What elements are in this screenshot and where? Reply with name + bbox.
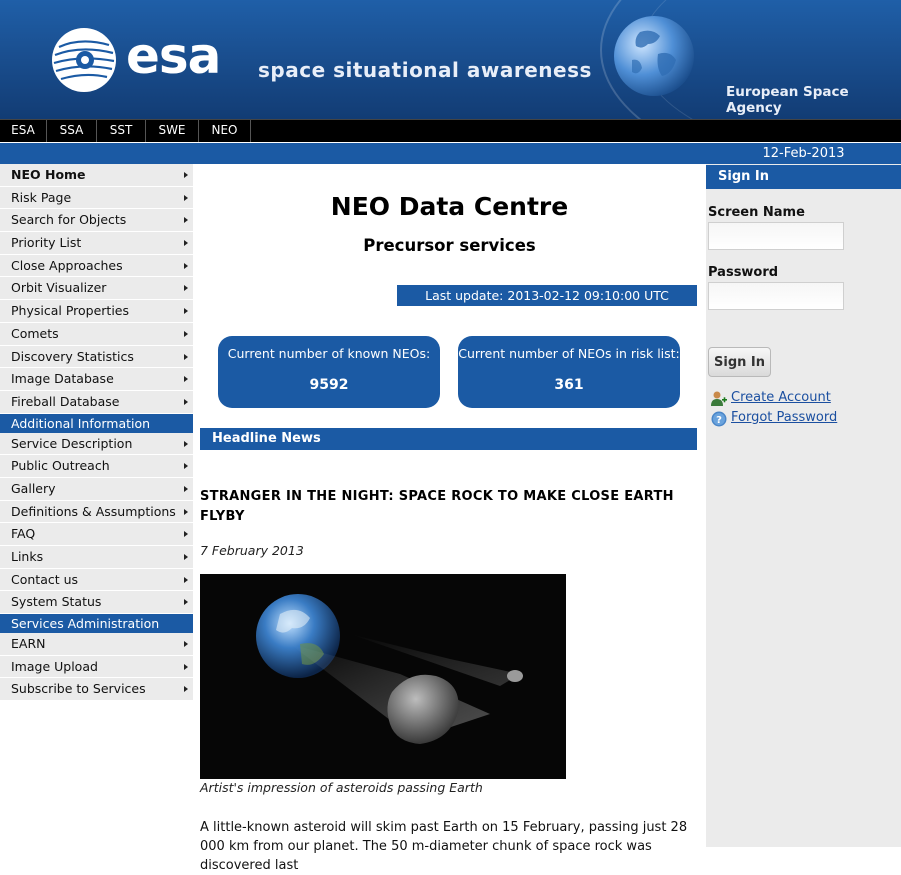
- arrow-right-icon: [184, 376, 188, 382]
- main-content: [193, 142, 706, 873]
- screen-name-label: Screen Name: [708, 205, 805, 220]
- arrow-right-icon: [184, 217, 188, 223]
- news-title[interactable]: STRANGER IN THE NIGHT: SPACE ROCK TO MAKE CLOSE EARTH FLYBY: [200, 489, 674, 524]
- sidebar-item-orbit-visualizer[interactable]: [0, 277, 193, 300]
- topnav-esa[interactable]: ESA: [0, 120, 47, 142]
- sidebar-item-gallery[interactable]: [0, 478, 193, 501]
- stat-value: 9592: [309, 377, 349, 393]
- esa-logo-text: esa: [126, 27, 221, 85]
- topnav-neo[interactable]: NEO: [199, 120, 251, 142]
- page-subtitle: Precursor services: [363, 236, 536, 255]
- arrow-right-icon: [184, 240, 188, 246]
- sidebar-item-label: Risk Page: [11, 189, 72, 205]
- sidebar-item-label: FAQ: [11, 526, 36, 542]
- asteroids-earth-image: [200, 574, 566, 779]
- sidebar-item-priority-list[interactable]: [0, 232, 193, 255]
- arrow-right-icon: [184, 463, 188, 469]
- sidebar-item-image-database[interactable]: [0, 368, 193, 391]
- news-image[interactable]: [200, 574, 566, 779]
- sidebar-item-label: EARN: [11, 636, 46, 652]
- current-date: 12-Feb-2013: [706, 142, 901, 164]
- sidebar-item-label: Priority List: [11, 235, 82, 251]
- svg-text:?: ?: [716, 415, 722, 426]
- arrow-right-icon: [184, 599, 188, 605]
- forgot-password-row: [710, 410, 838, 428]
- sidebar-item-label: Public Outreach: [11, 458, 110, 474]
- sidebar-item-label: Physical Properties: [11, 303, 129, 319]
- stat-label: Current number of NEOs in risk list:: [458, 346, 680, 361]
- arrow-right-icon: [184, 686, 188, 692]
- forgot-password-link[interactable]: Forgot Password: [731, 410, 838, 425]
- site-name: space situational awareness: [258, 58, 592, 82]
- sidebar-item-label: Search for Objects: [11, 212, 127, 228]
- sidebar-item-fireball-database[interactable]: [0, 391, 193, 414]
- topnav-swe[interactable]: SWE: [146, 120, 199, 142]
- sidebar-header-bar: [0, 142, 193, 164]
- sidebar-item-public-outreach[interactable]: [0, 455, 193, 478]
- sidebar-item-earn[interactable]: [0, 633, 193, 656]
- main-header-bar: [193, 142, 706, 164]
- signin-button[interactable]: Sign In: [708, 347, 771, 377]
- arrow-right-icon: [184, 172, 188, 178]
- arrow-right-icon: [184, 486, 188, 492]
- arrow-right-icon: [184, 664, 188, 670]
- arrow-right-icon: [184, 354, 188, 360]
- sidebar-section-additional-information: Additional Information: [0, 414, 193, 433]
- signin-heading: Sign In: [706, 165, 901, 189]
- left-sidebar: [0, 142, 193, 847]
- news-date: 7 February 2013: [200, 543, 304, 558]
- sidebar-item-image-upload[interactable]: [0, 656, 193, 679]
- arrow-right-icon: [184, 331, 188, 337]
- globe-icon: [612, 14, 696, 98]
- stat-box-risk-list: [458, 336, 680, 408]
- sidebar-item-service-description[interactable]: [0, 433, 193, 456]
- sidebar-item-physical-properties[interactable]: [0, 300, 193, 323]
- last-update-bar: Last update: 2013-02-12 09:10:00 UTC: [397, 285, 697, 306]
- password-input[interactable]: [708, 282, 844, 310]
- sidebar-item-label: Fireball Database: [11, 393, 120, 409]
- sidebar-item-label: System Status: [11, 594, 102, 610]
- arrow-right-icon: [184, 285, 188, 291]
- stat-box-known-neos: [218, 336, 440, 408]
- stat-value: 361: [554, 377, 584, 393]
- sidebar-item-close-approaches[interactable]: [0, 255, 193, 278]
- screen-name-input[interactable]: [708, 222, 844, 250]
- sidebar-item-label: Image Upload: [11, 658, 98, 674]
- create-account-row: [710, 390, 831, 408]
- create-account-link[interactable]: Create Account: [731, 390, 831, 405]
- sidebar-item-label: Definitions & Assumptions: [11, 503, 176, 519]
- sidebar-section-services-administration: Services Administration: [0, 614, 193, 633]
- sidebar-item-neo-home[interactable]: [0, 164, 193, 187]
- sidebar-item-label: Orbit Visualizer: [11, 280, 107, 296]
- topnav-sst[interactable]: SST: [97, 120, 146, 142]
- sidebar-item-label: NEO Home: [11, 167, 86, 182]
- arrow-right-icon: [184, 531, 188, 537]
- arrow-right-icon: [184, 399, 188, 405]
- sidebar-item-label: Subscribe to Services: [11, 681, 146, 697]
- sidebar-item-label: Image Database: [11, 371, 114, 387]
- arrow-right-icon: [184, 577, 188, 583]
- arrow-right-icon: [184, 509, 188, 515]
- sidebar-item-risk-page[interactable]: [0, 187, 193, 210]
- sidebar-item-label: Service Description: [11, 435, 133, 451]
- news-body: A little-known asteroid will skim past Earth on 15 February, passing just 28 000 km from our planet. The 50 m-diameter chunk of space rock was discovered last: [200, 820, 688, 873]
- page-title: NEO Data Centre: [330, 192, 569, 221]
- agency-name: European Space Agency: [726, 84, 849, 116]
- sidebar-item-contact-us[interactable]: [0, 569, 193, 592]
- sidebar-item-label: Comets: [11, 325, 59, 341]
- arrow-right-icon: [184, 263, 188, 269]
- add-user-icon: [710, 390, 728, 408]
- sidebar-item-comets[interactable]: [0, 323, 193, 346]
- topnav-ssa[interactable]: SSA: [47, 120, 97, 142]
- sidebar-item-subscribe-to-services[interactable]: [0, 678, 193, 701]
- arrow-right-icon: [184, 308, 188, 314]
- sidebar-item-discovery-statistics[interactable]: [0, 346, 193, 369]
- password-label: Password: [708, 265, 779, 280]
- arrow-right-icon: [184, 554, 188, 560]
- site-banner: [0, 0, 901, 119]
- sidebar-item-system-status[interactable]: [0, 591, 193, 614]
- sidebar-item-search-for-objects[interactable]: [0, 209, 193, 232]
- news-image-caption: Artist's impression of asteroids passing Earth: [200, 780, 483, 795]
- sidebar-item-label: Links: [11, 549, 44, 564]
- sidebar-item-label: Discovery Statistics: [11, 348, 134, 364]
- sidebar-item-definitions-assumptions[interactable]: [0, 501, 193, 524]
- arrow-right-icon: [184, 441, 188, 447]
- top-navigation: [0, 119, 901, 142]
- sidebar-item-label: Contact us: [11, 571, 79, 587]
- sidebar-item-label: Close Approaches: [11, 257, 123, 273]
- arrow-right-icon: [184, 195, 188, 201]
- arrow-right-icon: [184, 641, 188, 647]
- sidebar-item-faq[interactable]: [0, 523, 193, 546]
- help-icon: [710, 410, 728, 428]
- headline-news-bar: Headline News: [200, 428, 697, 450]
- sidebar-item-links[interactable]: [0, 546, 193, 569]
- sidebar-item-label: Gallery: [11, 480, 56, 496]
- stat-label: Current number of known NEOs:: [227, 346, 431, 361]
- esa-logo-icon[interactable]: [51, 27, 117, 93]
- right-sidebar: [706, 142, 901, 847]
